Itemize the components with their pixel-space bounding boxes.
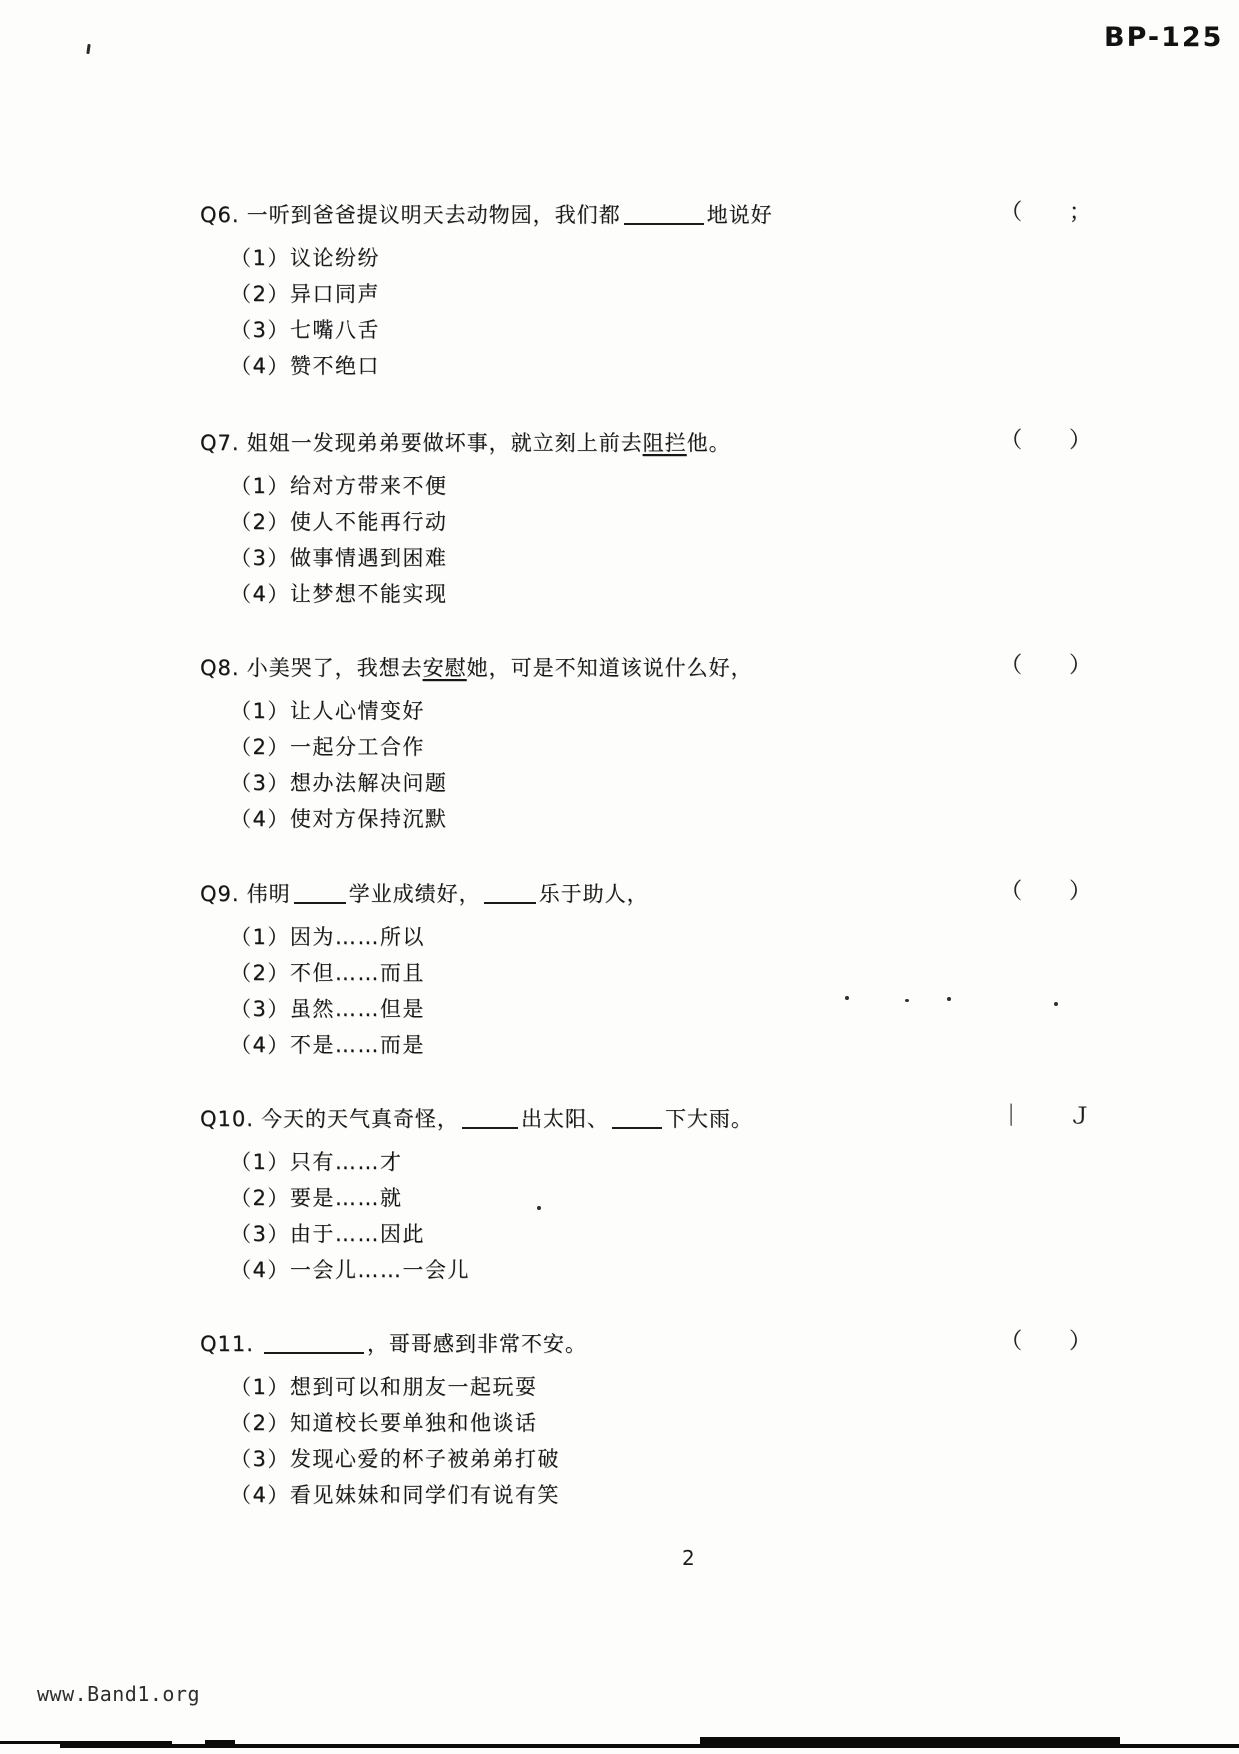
answer-option: （1）议论纷纷 <box>230 246 380 270</box>
title-text: 今天的天气真奇怪， <box>260 1107 459 1131</box>
question-number: Q9. <box>200 882 240 906</box>
question-options <box>200 1369 1130 1513</box>
title-text: 一听到爸爸提议明天去动物园，我们都 <box>246 203 621 227</box>
answer-bracket-close: Ｊ <box>1068 1104 1092 1129</box>
answer-bracket <box>1000 651 1092 681</box>
question-text <box>247 882 649 906</box>
answer-option: （3）七嘴八舌 <box>230 318 380 342</box>
answer-option: （4）一会儿……一会儿 <box>230 1258 470 1282</box>
answer-option: （3）虽然……但是 <box>230 997 425 1021</box>
title-text: 乐于助人， <box>538 882 649 906</box>
answer-option: （3）想办法解决问题 <box>230 771 448 795</box>
answer-option: （3）发现心爱的杯子被弟弟打破 <box>230 1447 560 1471</box>
answer-bracket <box>1000 1327 1092 1357</box>
question-text <box>261 1332 587 1356</box>
question-options <box>200 468 1130 612</box>
blank-line <box>462 1109 518 1129</box>
scan-edge-bar <box>205 1740 235 1747</box>
question-options <box>200 1144 1130 1288</box>
answer-bracket <box>1000 877 1092 907</box>
blank-line <box>484 884 536 904</box>
answer-bracket <box>1000 426 1092 456</box>
answer-bracket-open: （ <box>1000 1329 1024 1354</box>
blank-line <box>624 205 704 225</box>
answer-bracket-close: ） <box>1068 879 1092 904</box>
question-text <box>247 656 753 680</box>
document-code: BP-125 <box>1104 22 1224 53</box>
question-options <box>200 693 1130 837</box>
question-title <box>200 1329 1130 1359</box>
question-block <box>200 428 1130 612</box>
title-text: 她，可是不知道该说什么好， <box>466 656 753 680</box>
question-number: Q10. <box>200 1107 254 1131</box>
scan-artifact-tick <box>86 44 90 54</box>
underlined-term: 安慰 <box>422 656 467 680</box>
blank-line <box>294 884 346 904</box>
question-number: Q11. <box>200 1332 254 1356</box>
title-text: 伟明 <box>246 882 291 906</box>
answer-bracket-open: （ <box>1000 200 1024 225</box>
answer-option: （4）使对方保持沉默 <box>230 807 448 831</box>
answer-bracket-close: ； <box>1068 200 1092 225</box>
answer-option: （1）让人心情变好 <box>230 699 425 723</box>
underlined-term: 阻拦 <box>642 431 687 455</box>
answer-option: （3）由于……因此 <box>230 1222 425 1246</box>
question-block <box>200 1329 1130 1513</box>
answer-bracket-open: （ <box>1000 428 1024 453</box>
question-block <box>200 879 1130 1063</box>
answer-option: （1）因为……所以 <box>230 925 425 949</box>
scan-speck <box>1054 1002 1058 1006</box>
title-text: 姐姐一发现弟弟要做坏事，就立刻上前去 <box>246 431 643 455</box>
answer-bracket-close: ） <box>1068 428 1092 453</box>
answer-option: （3）做事情遇到困难 <box>230 546 448 570</box>
answer-option: （2）异口同声 <box>230 282 380 306</box>
answer-bracket-close: ） <box>1068 653 1092 678</box>
answer-bracket-close: ） <box>1068 1329 1092 1354</box>
title-text: 他。 <box>686 431 731 455</box>
answer-option: （1）只有……才 <box>230 1150 403 1174</box>
question-number: Q7. <box>200 431 240 455</box>
answer-option: （4）赞不绝口 <box>230 354 380 378</box>
answer-option: （2）一起分工合作 <box>230 735 425 759</box>
title-text: 下大雨。 <box>664 1107 753 1131</box>
question-block <box>200 1104 1130 1288</box>
answer-option: （2）要是……就 <box>230 1186 403 1210</box>
watermark-text: www.Band1.org <box>37 1682 201 1706</box>
answer-option: （4）让梦想不能实现 <box>230 582 448 606</box>
scan-speck <box>537 1206 541 1210</box>
title-text: 小美哭了，我想去 <box>246 656 423 680</box>
title-text: 地说好 <box>706 203 773 227</box>
answer-bracket-open: ｜ <box>1000 1104 1024 1129</box>
question-text <box>261 1107 753 1131</box>
answer-bracket-open: （ <box>1000 653 1024 678</box>
blank-line <box>612 1109 662 1129</box>
question-text <box>247 203 773 227</box>
question-title <box>200 653 1130 683</box>
title-text: 学业成绩好， <box>348 882 481 906</box>
answer-option: （2）使人不能再行动 <box>230 510 448 534</box>
answer-option: （1）给对方带来不便 <box>230 474 448 498</box>
question-options <box>200 919 1130 1063</box>
question-title <box>200 200 1130 230</box>
answer-option: （4）看见妹妹和同学们有说有笑 <box>230 1483 560 1507</box>
answer-option: （2）知道校长要单独和他谈话 <box>230 1411 538 1435</box>
answer-option: （2）不但……而且 <box>230 961 425 985</box>
scan-speck <box>845 996 849 1000</box>
answer-bracket <box>1000 198 1092 228</box>
question-block <box>200 653 1130 837</box>
question-title <box>200 879 1130 909</box>
scan-edge-bar <box>700 1737 1120 1747</box>
scan-speck <box>947 997 951 1001</box>
question-text <box>247 431 731 455</box>
title-text: ，哥哥感到非常不安。 <box>366 1332 587 1356</box>
answer-bracket-open: （ <box>1000 879 1024 904</box>
page-number: 2 <box>682 1546 695 1570</box>
question-title <box>200 1104 1130 1134</box>
blank-line <box>264 1334 364 1354</box>
answer-bracket <box>1000 1102 1092 1132</box>
question-number: Q6. <box>200 203 240 227</box>
title-text: 出太阳、 <box>520 1107 609 1131</box>
scan-speck <box>905 999 909 1002</box>
answer-option: （4）不是……而是 <box>230 1033 425 1057</box>
question-title <box>200 428 1130 458</box>
question-options <box>200 240 1130 384</box>
question-number: Q8. <box>200 656 240 680</box>
answer-option: （1）想到可以和朋友一起玩耍 <box>230 1375 538 1399</box>
question-block <box>200 200 1130 384</box>
